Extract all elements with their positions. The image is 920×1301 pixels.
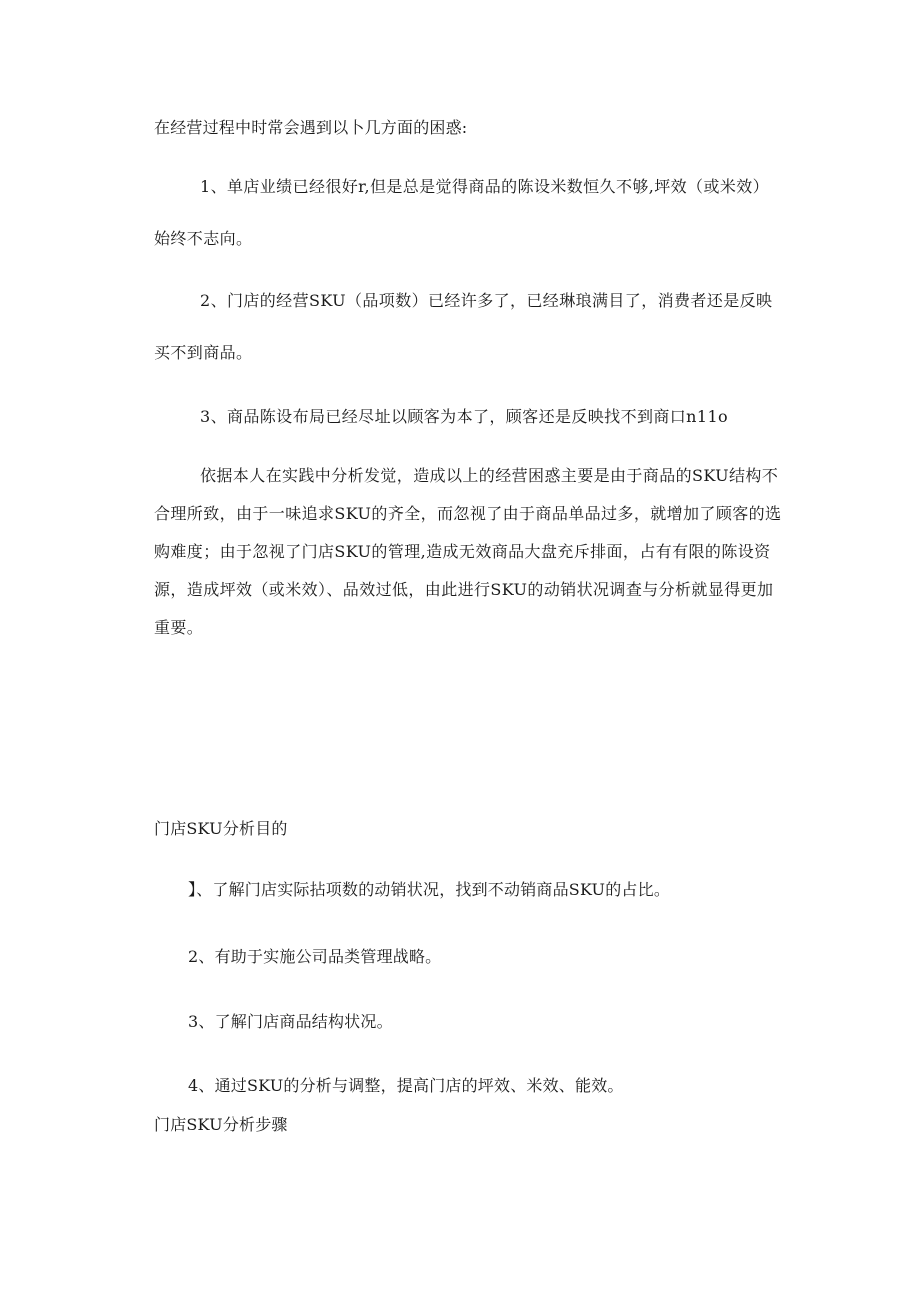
- intro-line: 在经营过程中时常会遇到以卜几方面的困惑:: [154, 118, 468, 137]
- purpose-item-3: 3、了解门店商品结构状况。: [188, 1012, 393, 1031]
- purpose-item-4: 4、通过SKU的分析与调整，提高门店的坪效、米效、能效。: [188, 1076, 624, 1095]
- problem-item-2: 2、门店的经营SKU（品项数）已经许多了，已经琳琅满目了，消费者还是反映买不到商品。: [154, 291, 773, 362]
- section-heading-purpose: 门店SKU分析目的: [154, 819, 288, 838]
- problem-item-1: 1、单店业绩已经很好r,但是总是觉得商品的陈设米数恒久不够,坪效（或米效）始终不志向。: [154, 177, 770, 248]
- analysis-paragraph: 依据本人在实践中分析发觉，造成以上的经营困惑主要是由于商品的SKU结构不合理所致，由于一味追求SKU的齐全，而忽视了由于商品单品过多，就增加了顾客的选购难度；由于忽视了门店SKU的管理,造成无效商品大盘充斥排面，占有有限的陈设资源，造成坪效（或米效）、品效过低，由此进行SKU的动销状况调查与分析就显得更加重要。: [154, 466, 782, 637]
- problem-item-3: 3、商品陈设布局已经尽址以顾客为本了，顾客还是反映找不到商口n11o: [200, 407, 729, 426]
- section-heading-steps: 门店SKU分析步骤: [154, 1115, 288, 1134]
- purpose-item-2: 2、有助于实施公司品类管理战略。: [188, 947, 442, 966]
- purpose-item-1: 】、了解门店实际拈项数的动销状况，找到不动销商品SKU的占比。: [188, 880, 671, 899]
